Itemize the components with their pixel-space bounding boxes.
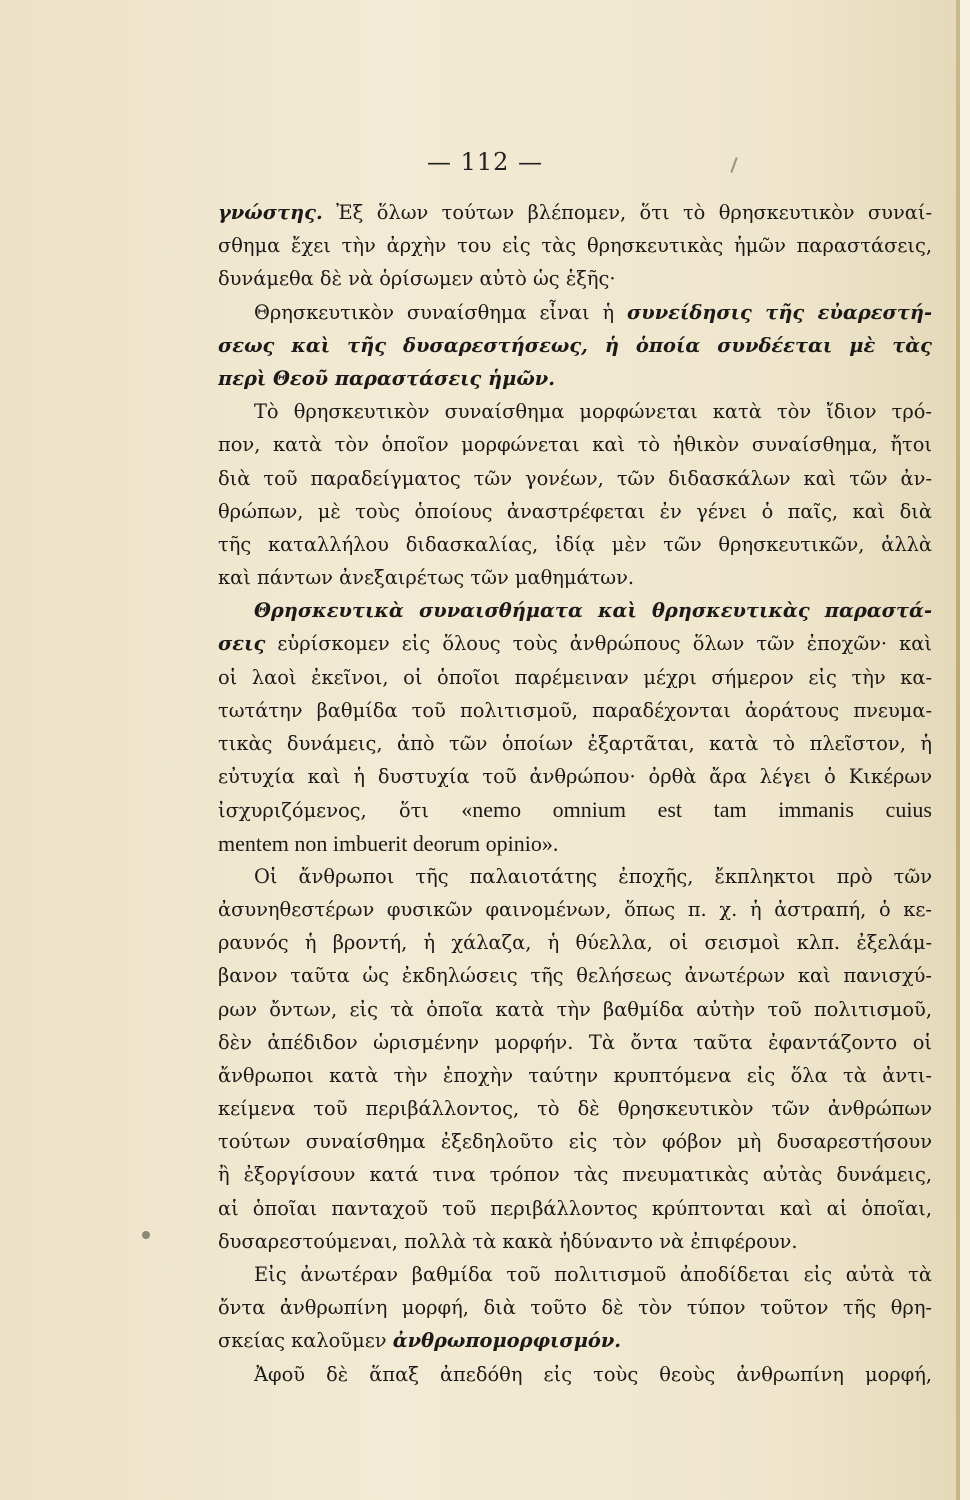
text-line	[218, 395, 932, 428]
text-line	[218, 594, 932, 627]
body-text	[218, 196, 932, 1391]
text-line	[218, 362, 932, 395]
text-segment: ἰσχυριζόμενος, ὅτι	[218, 799, 462, 823]
text-line	[218, 727, 932, 760]
text-segment: Θρησκευτικὸν συναίσθημα εἶναι ἡ	[254, 300, 627, 324]
text-segment: δυσαρεστούμεναι, πολλὰ τὰ κακὰ ἠδύναντο νὰ ἐπιφέρουν.	[218, 1229, 798, 1253]
text-segment: κείμενα τοῦ περιβάλλοντος, τὸ δὲ θρησκευτικὸν τῶν ἀνθρώπων	[218, 1097, 932, 1121]
text-line	[218, 1291, 932, 1324]
text-segment: εὑρίσκομεν εἰς ὅλους τοὺς ἀνθρώπους ὅλων τῶν ἐποχῶν· καὶ	[265, 632, 932, 656]
text-line	[218, 993, 932, 1026]
text-segment: τικὰς δυνάμεις, ἀπὸ τῶν ὁποίων ἐξαρτᾶται, κατὰ τὸ πλεῖστον, ἡ	[218, 732, 932, 755]
text-line	[218, 1026, 932, 1059]
text-line	[218, 1358, 932, 1391]
page-margin-strip	[960, 0, 970, 1500]
text-segment: δὲν ἀπέδιδον ὡρισμένην μορφήν. Τὰ ὄντα ταῦτα ἐφαντάζοντο οἱ	[218, 1030, 932, 1054]
text-line	[218, 1192, 932, 1225]
text-segment: πον, κατὰ τὸν ὁποῖον μορφώνεται καὶ τὸ ἠθικὸν συναίσθημα, ἤτοι	[218, 433, 932, 457]
emphasis-text: σεως καὶ τῆς δυσαρεστήσεως, ἡ ὁποία συνδέεται μὲ τὰς	[218, 333, 932, 357]
text-segment: ἄνθρωποι κατὰ τὴν ἐποχὴν ταύτην κρυπτόμενα εἰς ὅλα τὰ ἀντι-	[218, 1063, 932, 1087]
text-segment: εὐτυχία καὶ ἡ δυστυχία τοῦ ἀνθρώπου· ὀρθὰ ἄρα λέγει ὁ Κικέρων	[218, 765, 932, 789]
text-line	[218, 627, 932, 660]
text-segment: ραυνός ἡ βροντή, ἡ χάλαζα, ἡ θύελλα, οἱ σεισμοὶ κλπ. ἐξελάμ-	[218, 931, 932, 955]
text-line	[218, 296, 932, 329]
latin-quote: mentem non imbuerit deorum opinio».	[218, 830, 559, 856]
text-segment: Ἀφοῦ δὲ ἅπαξ ἀπεδόθη εἰς τοὺς θεοὺς ἀνθρωπίνη μορφή,	[254, 1362, 932, 1386]
text-line	[218, 196, 932, 229]
text-segment: Ἐξ ὅλων τούτων βλέπομεν, ὅτι τὸ θρησκευτικὸν συναί-	[322, 201, 932, 224]
text-line	[218, 1258, 932, 1291]
text-line	[218, 1092, 932, 1125]
text-segment: τωτάτην βαθμίδα τοῦ πολιτισμοῦ, παραδέχονται ἀοράτους πνευμα-	[218, 698, 932, 722]
text-segment: καὶ πάντων ἀνεξαιρέτως τῶν μαθημάτων.	[218, 566, 635, 590]
text-line	[218, 428, 932, 461]
text-segment: θρώπων, μὲ τοὺς ὁποίους ἀναστρέφεται ἐν γένει ὁ παῖς, καὶ διὰ	[218, 499, 932, 523]
text-line	[218, 1225, 932, 1258]
text-segment: Οἱ ἄνθρωποι τῆς παλαιοτάτης ἐποχῆς, ἔκπληκτοι πρὸ τῶν	[254, 864, 932, 888]
text-segment: τῆς καταλλήλου διδασκαλίας, ἰδίᾳ μὲν τῶν θρησκευτικῶν, ἀλλὰ	[218, 532, 932, 556]
text-line	[218, 694, 932, 727]
text-segment: βανον ταῦτα ὡς ἐκδηλώσεις τῆς θελήσεως ἀνωτέρων καὶ πανισχύ-	[218, 964, 932, 988]
text-segment: σθημα ἔχει τὴν ἀρχὴν του εἰς τὰς θρησκευτικὰς ἡμῶν παραστάσεις,	[218, 234, 932, 258]
text-line	[218, 1125, 932, 1158]
text-segment: σκείας καλοῦμεν	[218, 1329, 393, 1353]
text-segment: δυνάμεθα δὲ νὰ ὁρίσωμεν αὐτὸ ὡς ἑξῆς·	[218, 267, 616, 291]
text-line	[218, 495, 932, 528]
text-segment: ὄντα ἀνθρωπίνη μορφή, διὰ τοῦτο δὲ τὸν τύπον τοῦτον τῆς θρη-	[218, 1296, 932, 1320]
text-line	[218, 1158, 932, 1191]
latin-quote: «nemo omnium est tam immanis cuius	[461, 797, 932, 823]
text-segment: διὰ τοῦ παραδείγματος τῶν γονέων, τῶν διδασκάλων καὶ τῶν ἀν-	[218, 466, 932, 490]
text-segment: αἱ ὁποῖαι πανταχοῦ τοῦ περιβάλλοντος κρύπτονται καὶ αἱ ὁποῖαι,	[218, 1196, 932, 1220]
text-line	[218, 926, 932, 959]
page-number: — 112 —	[426, 148, 544, 176]
text-segment: Εἰς ἀνωτέραν βαθμίδα τοῦ πολιτισμοῦ ἀποδίδεται εἰς αὐτὰ τὰ	[254, 1263, 932, 1286]
text-segment: Τὸ θρησκευτικὸν συναίσθημα μορφώνεται κατὰ τὸν ἴδιον τρό-	[254, 400, 932, 424]
text-line	[218, 959, 932, 992]
text-line	[218, 528, 932, 561]
text-line	[218, 893, 932, 926]
ink-spot	[142, 1231, 150, 1239]
text-segment: τούτων συναίσθημα ἐξεδηλοῦτο εἰς τὸν φόβον μὴ δυσαρεστήσουν	[218, 1130, 932, 1154]
text-line	[218, 1059, 932, 1092]
text-line	[218, 860, 932, 893]
text-line	[218, 229, 932, 262]
text-line	[218, 561, 932, 594]
text-segment: ρων ὄντων, εἰς τὰ ὁποῖα κατὰ τὴν βαθμίδα αὐτὴν τοῦ πολιτισμοῦ,	[218, 997, 932, 1021]
emphasis-text: σεις	[218, 632, 266, 656]
text-line	[218, 793, 932, 826]
text-segment: ἀσυνηθεστέρων φυσικῶν φαινομένων, ὅπως π. χ. ἡ ἀστραπή, ὁ κε-	[218, 897, 932, 921]
emphasis-text: συνείδησις τῆς εὐαρεστή-	[626, 300, 932, 324]
emphasis-text: Θρησκευτικὰ συναισθήματα καὶ θρησκευτικὰς παραστά-	[254, 599, 932, 623]
text-line	[218, 760, 932, 793]
text-line	[218, 1324, 932, 1357]
text-line	[218, 827, 932, 860]
text-line	[218, 462, 932, 495]
emphasis-text: γνώστης.	[218, 201, 323, 224]
emphasis-text: ἀνθρωπομορφισμόν.	[392, 1329, 622, 1353]
emphasis-text: περὶ Θεοῦ παραστάσεις ἡμῶν.	[218, 366, 556, 390]
text-segment: ἢ ἐξοργίσουν κατά τινα τρόπον τὰς πνευματικὰς αὐτὰς δυνάμεις,	[218, 1163, 932, 1187]
text-line	[218, 661, 932, 694]
text-line	[218, 329, 932, 362]
text-line	[218, 262, 932, 295]
text-segment: οἱ λαοὶ ἐκεῖνοι, οἱ ὁποῖοι παρέμειναν μέχρι σήμερον εἰς τὴν κα-	[218, 665, 932, 689]
